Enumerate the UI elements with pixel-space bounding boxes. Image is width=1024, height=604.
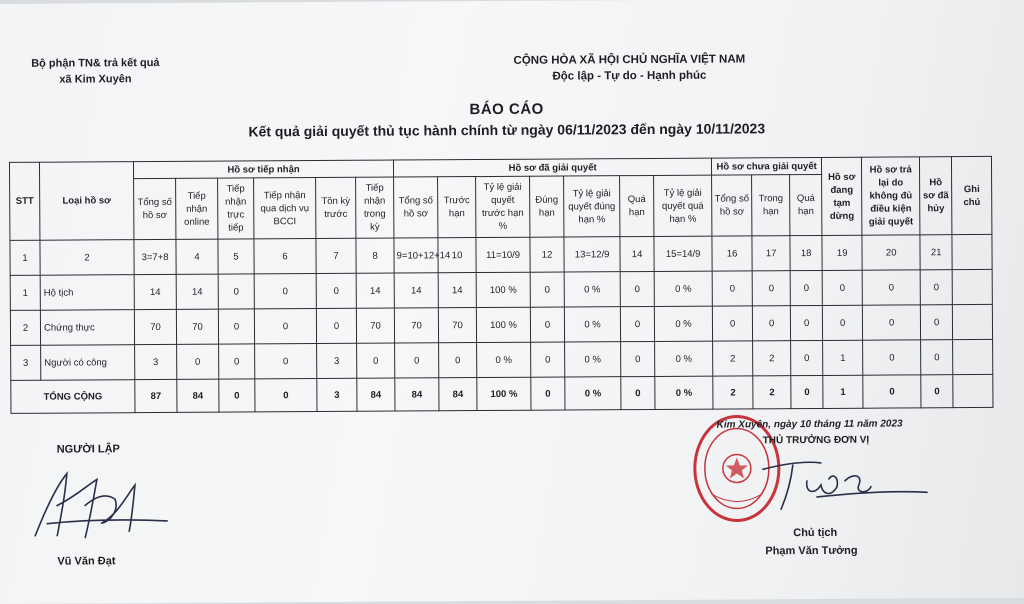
row-cell: 0: [620, 306, 654, 341]
row-cell: 70: [176, 309, 218, 344]
header-left: [20, 55, 170, 88]
row-cell: 70: [356, 308, 394, 343]
row-cell: 14: [394, 273, 438, 308]
row-cell: 2: [753, 341, 791, 376]
national-motto: Độc lập - Tự do - Hạnh phúc: [552, 69, 707, 83]
total-cell: 2: [753, 376, 791, 409]
row-cell: 0: [752, 306, 790, 341]
total-cell: 84: [357, 378, 395, 411]
row-cell: 70: [134, 309, 176, 344]
row-cell: 0: [712, 306, 752, 341]
row-cell: 0: [790, 270, 822, 305]
sub-header: Trong hạn: [752, 175, 790, 236]
national-title: CỘNG HÒA XÃ HỘI CHỦ NGHĨA VIỆT NAM: [513, 53, 746, 67]
col-num: 2: [40, 240, 134, 276]
sub-header: Tổng số hồ sơ: [134, 178, 176, 239]
sub-header: Tổng số hồ sơ: [394, 177, 438, 238]
preparer-label: NGƯỜI LẬP: [56, 443, 120, 456]
col-num: 20: [862, 235, 920, 270]
row-cell: 2: [713, 341, 753, 376]
col-num: 13=12/9: [564, 237, 620, 272]
row-cell: 0: [530, 307, 564, 342]
row-cell: 0: [822, 270, 862, 305]
sub-header: Tỷ lệ giải quyết quá hạn %: [654, 175, 712, 236]
row-cell: 0: [218, 274, 254, 309]
row-cell: 0: [177, 344, 219, 379]
row-cell: 0 %: [564, 307, 620, 342]
col-num: 15=14/9: [654, 236, 712, 271]
report-date: Kim Xuyên, ngày 10 tháng 11 năm 2023: [716, 418, 903, 431]
row-cell: 0: [752, 271, 790, 306]
row-cell: 70: [394, 308, 438, 343]
row-name: Hộ tịch: [40, 275, 134, 311]
row-cell: 0: [255, 344, 317, 379]
sub-header: Tiếp nhận trực tiếp: [218, 178, 254, 239]
sub-header: Tỷ lệ giải quyết đúng hạn %: [564, 176, 620, 237]
col-num: 19: [822, 235, 862, 270]
col-stt: STT: [9, 162, 39, 240]
row-name: Người có công: [41, 345, 135, 381]
preparer-signature: [27, 465, 177, 546]
row-cell: 0: [790, 305, 822, 340]
row-cell: 0: [357, 343, 395, 378]
row-cell: 0 %: [655, 341, 713, 376]
col-num: [952, 234, 992, 269]
total-cell: 0 %: [565, 377, 621, 410]
row-cell: 0: [316, 273, 356, 308]
row-note: [953, 339, 993, 374]
col-num: 17: [752, 236, 790, 271]
row-cell: 0 %: [654, 271, 712, 306]
total-cell: 87: [135, 379, 177, 412]
row-note: [953, 304, 993, 339]
row-cell: 0: [791, 340, 823, 375]
data-rows: [10, 269, 993, 380]
row-note: [952, 269, 992, 304]
sub-header: Tiếp nhận online: [176, 178, 218, 239]
total-cell: 0: [621, 376, 655, 409]
row-cell: 0: [439, 343, 477, 378]
chairman-signature: [757, 450, 937, 521]
total-row: [11, 374, 993, 413]
sub-header: Đúng hạn: [530, 176, 564, 237]
row-cell: 0: [921, 340, 953, 375]
total-label: TỔNG CỘNG: [11, 380, 135, 414]
total-cell: 2: [713, 376, 753, 409]
total-cell: 84: [439, 378, 477, 411]
row-name: Chứng thực: [40, 310, 134, 346]
agency-line-2: xã Kim Xuyên: [59, 73, 132, 86]
total-cell: 0 %: [655, 376, 713, 409]
col-num: 1: [10, 240, 40, 275]
total-cell: 0: [219, 379, 255, 412]
sub-header: Tồn kỳ trước: [316, 177, 356, 238]
title-sub: Kết quả giải quyết thủ tục hành chính từ ngày 06/11/2023 đến ngày 10/11/2023: [248, 120, 766, 140]
col-num: 5: [218, 239, 254, 274]
chairman-role: Chủ tịch: [793, 526, 838, 540]
total-cell: 1: [823, 375, 863, 408]
total-cell: 0: [921, 375, 953, 408]
head-of-office-label: THỦ TRƯỞNG ĐƠN VỊ: [762, 434, 870, 447]
row-cell: 100 %: [476, 272, 530, 307]
row-cell: 0: [921, 305, 953, 340]
row-stt: 3: [11, 345, 41, 380]
sub-header: Tiếp nhận qua dịch vụ BCCI: [254, 178, 316, 239]
row-cell: 0: [395, 343, 439, 378]
row-cell: 100 %: [476, 307, 530, 342]
table-row: [11, 339, 993, 380]
row-cell: 0: [920, 270, 952, 305]
header-right: [494, 51, 764, 85]
total-cell: 100 %: [477, 377, 531, 410]
row-cell: 0: [712, 271, 752, 306]
col-num: 14: [620, 236, 654, 271]
row-stt: 2: [10, 310, 40, 345]
col-num: 21: [920, 235, 952, 270]
report-table: [9, 156, 994, 414]
row-cell: 0: [219, 344, 255, 379]
group-chua-giai-quyet: Hồ sơ chưa giải quyết: [712, 157, 822, 175]
row-cell: 3: [317, 343, 357, 378]
col-loai-ho-so: Loại hồ sơ: [39, 162, 133, 241]
total-cell: 84: [177, 379, 219, 412]
row-cell: 14: [438, 273, 476, 308]
row-cell: 1: [823, 340, 863, 375]
sub-header: Trước hạn: [438, 177, 476, 238]
row-stt: 1: [10, 275, 40, 310]
row-cell: 0 %: [477, 342, 531, 377]
col-num: 4: [176, 239, 218, 274]
row-cell: 0: [254, 274, 316, 309]
col-tra-lai: Hồ sơ trả lại do không đủ điều kiện giải quyết: [862, 157, 920, 235]
sub-header: Tổng số hồ sơ: [712, 175, 752, 236]
col-num: 7: [316, 238, 356, 273]
total-cell: 0: [863, 375, 921, 408]
row-cell: 0: [316, 308, 356, 343]
row-cell: 70: [438, 308, 476, 343]
total-cell: 0: [255, 379, 317, 412]
table-row: [10, 269, 992, 310]
row-cell: 0 %: [654, 306, 712, 341]
sub-header: Tỷ lệ giải quyết trước hạn %: [476, 176, 530, 237]
col-num: 11=10/9: [476, 237, 530, 272]
row-cell: 0: [863, 340, 921, 375]
report-title: [0, 98, 1019, 141]
total-cell: 84: [395, 378, 439, 411]
row-cell: 0 %: [565, 342, 621, 377]
sub-header: Quá hạn: [620, 175, 654, 236]
row-cell: 14: [176, 274, 218, 309]
col-ghi-chu: Ghi chú: [952, 156, 992, 234]
group-da-giai-quyet: Hồ sơ đã giải quyết: [394, 158, 712, 177]
col-num: 12: [530, 237, 564, 272]
row-cell: 0 %: [564, 272, 620, 307]
preparer-name: Vũ Văn Đạt: [57, 555, 116, 568]
col-num: 18: [790, 235, 822, 270]
total-cell: 3: [317, 378, 357, 411]
row-cell: 0: [218, 309, 254, 344]
col-num: 16: [712, 236, 752, 271]
row-cell: 0: [530, 272, 564, 307]
total-cell: 0: [791, 375, 823, 408]
table-row: [10, 304, 992, 345]
total-note: [953, 374, 993, 407]
row-cell: 0: [863, 305, 921, 340]
col-dang-tam-dung: Hồ sơ đang tạm dừng: [822, 157, 862, 235]
title-main: BÁO CÁO: [469, 100, 544, 119]
col-num: 3=7+8: [134, 239, 176, 274]
chairman-name: Phạm Văn Tưởng: [765, 544, 858, 558]
row-cell: 3: [135, 344, 177, 379]
row-cell: 0: [531, 342, 565, 377]
row-cell: 14: [134, 274, 176, 309]
col-da-huy: Hồ sơ đã hủy: [920, 157, 952, 235]
group-tiep-nhan: Hồ sơ tiếp nhận: [133, 160, 393, 179]
row-cell: 0: [823, 305, 863, 340]
sub-header: Tiếp nhận trong kỳ: [356, 177, 394, 238]
row-cell: 0: [862, 270, 920, 305]
col-num: 10: [438, 238, 476, 273]
row-cell: 14: [356, 273, 394, 308]
row-cell: 0: [621, 341, 655, 376]
row-cell: 0: [620, 271, 654, 306]
col-num: 8: [356, 238, 394, 273]
column-number-row: [10, 234, 992, 275]
row-cell: 0: [254, 309, 316, 344]
col-num: 9=10+12+14: [394, 238, 438, 273]
col-num: 6: [254, 239, 316, 274]
total-cell: 0: [531, 377, 565, 410]
agency-line-1: Bộ phận TN& trả kết quả: [31, 56, 160, 70]
sub-header: Quá hạn: [790, 174, 822, 235]
